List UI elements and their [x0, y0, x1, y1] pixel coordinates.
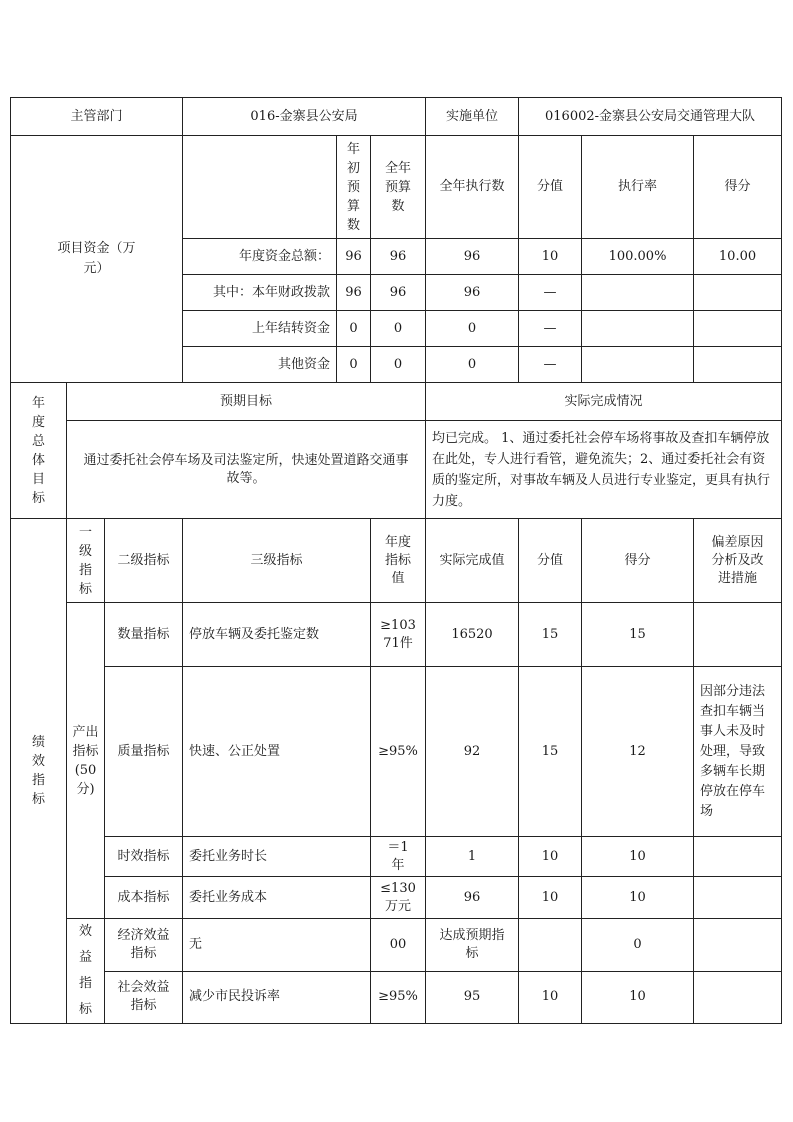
col-deviation: 偏差原因分析及改进措施 — [694, 519, 782, 603]
target-cell: ≥10371件 — [371, 603, 426, 667]
lv3-cell: 委托业务时长 — [183, 837, 371, 877]
fund-rate — [582, 311, 694, 347]
expected-goal-text: 通过委托社会停车场及司法鉴定所，快速处置道路交通事故等。 — [67, 421, 426, 519]
fund-row-label: 其中：本年财政拨款 — [183, 275, 337, 311]
fund-exec: 0 — [426, 311, 519, 347]
fund-rate — [582, 275, 694, 311]
fund-initial: 96 — [337, 275, 371, 311]
fund-exec: 0 — [426, 347, 519, 383]
actual-cell: 95 — [426, 971, 519, 1024]
fund-exec: 96 — [426, 275, 519, 311]
fund-score-value: 10 — [519, 239, 582, 275]
funds-label: 项目资金（万元） — [11, 136, 183, 383]
fund-score-value: — — [519, 347, 582, 383]
col-rate: 执行率 — [582, 136, 694, 239]
score-cell: 15 — [582, 603, 694, 667]
score-cell: 0 — [582, 919, 694, 972]
lv2-cell: 数量指标 — [105, 603, 183, 667]
target-cell: 00 — [371, 919, 426, 972]
fund-score — [694, 311, 782, 347]
fund-row-label: 年度资金总额： — [183, 239, 337, 275]
fund-score-value: — — [519, 275, 582, 311]
score-value-cell: 10 — [519, 877, 582, 919]
dept-value: 016-金寨县公安局 — [183, 98, 426, 136]
col-lv1: 一级指标 — [67, 519, 105, 603]
table-row — [11, 919, 782, 972]
fund-full: 0 — [371, 347, 426, 383]
col-lv2: 二级指标 — [105, 519, 183, 603]
fund-initial: 96 — [337, 239, 371, 275]
actual-cell: 16520 — [426, 603, 519, 667]
col-exec: 全年执行数 — [426, 136, 519, 239]
lv2-cell: 质量指标 — [105, 667, 183, 837]
actual-goal-header: 实际完成情况 — [426, 383, 782, 421]
score-value-cell — [519, 919, 582, 972]
score-cell: 12 — [582, 667, 694, 837]
deviation-cell — [694, 877, 782, 919]
table-row — [11, 667, 782, 837]
score-value-cell: 10 — [519, 971, 582, 1024]
actual-cell: 1 — [426, 837, 519, 877]
actual-cell: 96 — [426, 877, 519, 919]
fund-exec: 96 — [426, 239, 519, 275]
fund-initial: 0 — [337, 311, 371, 347]
lv3-cell: 快速、公正处置 — [183, 667, 371, 837]
col-lv3: 三级指标 — [183, 519, 371, 603]
col-score-value-perf: 分值 — [519, 519, 582, 603]
deviation-cell — [694, 837, 782, 877]
lv2-cell: 经济效益指标 — [105, 919, 183, 972]
perf-label: 绩效指标 — [11, 519, 67, 1024]
fund-initial: 0 — [337, 347, 371, 383]
col-target: 年度指标值 — [371, 519, 426, 603]
lv2-cell: 社会效益指标 — [105, 971, 183, 1024]
fund-row-label: 上年结转资金 — [183, 311, 337, 347]
fund-full: 96 — [371, 275, 426, 311]
deviation-cell — [694, 971, 782, 1024]
col-score: 得分 — [694, 136, 782, 239]
target-cell: ≤130万元 — [371, 877, 426, 919]
deviation-cell — [694, 919, 782, 972]
score-value-cell: 15 — [519, 603, 582, 667]
fund-full: 0 — [371, 311, 426, 347]
table-row — [11, 877, 782, 919]
score-value-cell: 15 — [519, 667, 582, 837]
lv2-cell: 成本指标 — [105, 877, 183, 919]
actual-goal-text: 均已完成。 1、通过委托社会停车场将事故及查扣车辆停放在此处，专人进行看管，避免流失；2、通过委托社会有资质的鉴定所，对事故车辆及人员进行专业鉴定，更具有执行力度。 — [426, 421, 782, 519]
deviation-cell: 因部分违法查扣车辆当事人未及时处理，导致多辆车长期停放在停车场 — [694, 667, 782, 837]
lv3-cell: 委托业务成本 — [183, 877, 371, 919]
table-row — [11, 971, 782, 1024]
funds-blank-cell — [183, 136, 337, 239]
col-initial-budget: 年初预算数 — [337, 136, 371, 239]
target-cell: ≥95% — [371, 971, 426, 1024]
score-value-cell: 10 — [519, 837, 582, 877]
expected-goal-header: 预期目标 — [67, 383, 426, 421]
fund-score — [694, 347, 782, 383]
lv3-cell: 减少市民投诉率 — [183, 971, 371, 1024]
unit-label: 实施单位 — [426, 98, 519, 136]
fund-score — [694, 275, 782, 311]
fund-row-label: 其他资金 — [183, 347, 337, 383]
dept-label: 主管部门 — [11, 98, 183, 136]
group-output: 产出指标(50分) — [67, 603, 105, 919]
col-full-budget: 全年预算数 — [371, 136, 426, 239]
lv3-cell: 无 — [183, 919, 371, 972]
target-cell: ≥95% — [371, 667, 426, 837]
col-score-value: 分值 — [519, 136, 582, 239]
goals-label: 年度总体目标 — [11, 383, 67, 519]
lv3-cell: 停放车辆及委托鉴定数 — [183, 603, 371, 667]
score-cell: 10 — [582, 837, 694, 877]
col-score-perf: 得分 — [582, 519, 694, 603]
table-row — [11, 837, 782, 877]
score-cell: 10 — [582, 971, 694, 1024]
target-cell: ＝1年 — [371, 837, 426, 877]
fund-rate — [582, 347, 694, 383]
lv2-cell: 时效指标 — [105, 837, 183, 877]
performance-table — [10, 97, 782, 1024]
deviation-cell — [694, 603, 782, 667]
unit-value: 016002-金寨县公安局交通管理大队 — [519, 98, 782, 136]
actual-cell: 达成预期指标 — [426, 919, 519, 972]
fund-score: 10.00 — [694, 239, 782, 275]
fund-score-value: — — [519, 311, 582, 347]
col-actual: 实际完成值 — [426, 519, 519, 603]
fund-rate: 100.00% — [582, 239, 694, 275]
table-row — [11, 603, 782, 667]
group-benefit: 效益指标 — [67, 919, 105, 1024]
fund-full: 96 — [371, 239, 426, 275]
score-cell: 10 — [582, 877, 694, 919]
actual-cell: 92 — [426, 667, 519, 837]
